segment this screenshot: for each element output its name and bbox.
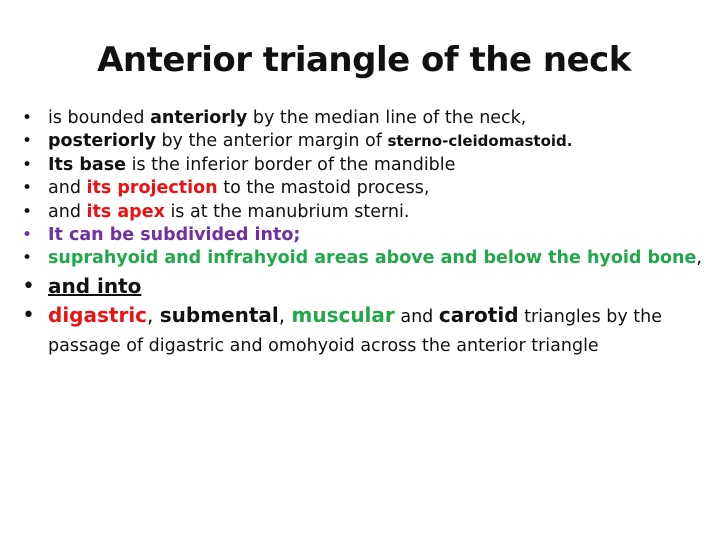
list-item — [20, 107, 720, 130]
text: and — [394, 306, 439, 327]
list-item — [20, 273, 720, 300]
bullet-icon: • — [22, 201, 33, 222]
list-item — [20, 201, 720, 224]
list-item — [20, 224, 720, 247]
text: triangles by the passage of digastric and omohyoid across the anterior triangle — [48, 306, 662, 356]
bold-text: submental — [159, 302, 279, 327]
text: is the inferior border of the mandible — [126, 154, 456, 175]
bold-text: Its base — [48, 154, 127, 175]
text: and — [48, 201, 87, 222]
text: is at the manubrium sterni. — [164, 201, 410, 222]
list-item — [20, 302, 720, 360]
highlight-text: suprahyoid and infrahyoid areas above and below the hyoid bone — [48, 248, 697, 269]
text: is bounded — [48, 108, 151, 128]
bullet-icon: • — [22, 108, 33, 128]
list-item — [20, 130, 720, 153]
text: to the mastoid process, — [217, 178, 430, 199]
bold-text: anteriorly — [150, 108, 248, 128]
highlight-text: its projection — [86, 178, 218, 199]
highlight-text: muscular — [291, 302, 395, 327]
text: , — [278, 302, 292, 327]
text: , — [696, 248, 702, 269]
list-item — [20, 247, 720, 270]
bullet-icon: • — [22, 248, 33, 269]
bullet-icon: • — [22, 131, 33, 152]
bullet-icon: • — [22, 154, 33, 175]
bold-text: carotid — [438, 302, 519, 327]
bold-text: and into — [48, 273, 142, 298]
text: and — [48, 178, 87, 199]
bold-text: sterno-cleidomastoid. — [387, 132, 573, 151]
slide-title: Anterior triangle of the neck — [97, 40, 631, 80]
bold-text: posteriorly — [48, 131, 156, 152]
bullet-icon: • — [22, 302, 35, 328]
highlight-text: It can be subdivided into; — [48, 225, 301, 246]
text: by the median line of the neck, — [247, 108, 527, 128]
text: by the anterior margin of — [155, 131, 388, 152]
list-item — [20, 154, 720, 177]
bullet-icon: • — [22, 178, 33, 199]
text: , — [147, 302, 160, 327]
list-item — [20, 177, 720, 200]
bullet-icon: • — [22, 225, 33, 246]
bullet-icon: • — [22, 273, 35, 299]
highlight-text: its apex — [86, 201, 165, 222]
bullet-list — [20, 107, 720, 360]
highlight-text: digastric — [48, 302, 148, 327]
